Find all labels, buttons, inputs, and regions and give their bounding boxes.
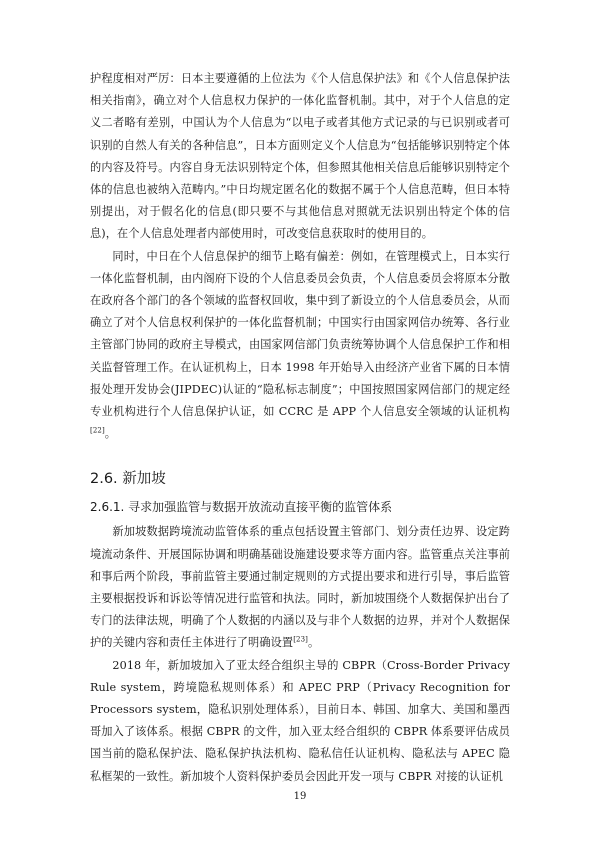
paragraph-singapore-cbpr xyxy=(90,655,510,788)
paragraph-end: 。 xyxy=(104,427,117,441)
paragraph-text: 同时，中日在个人信息保护的细节上略有偏差：例如，在管理模式上，日本实行一体化监督机制，由内阁府下设的个人信息委员会负责，个人信息委员会将原本分散在政府各个部门的各个领域的监督权回收，集中到了新设立的个人信息委员会，从而确立了对个人信息权利保护的一体化监督机制；中国实行由国家网信办统筹、各行业主管部门协同的政府主导模式，由国家网信部门负责统筹协调个人信息保护工作和相关监督管理工作。在认证机构上，日本 1998 年开始导入由经济产业省下属的日本情报处理开发协会(JIPDEC)认证的“隐私标志制度”；中国按照国家网信部门的规定经专业机构进行个人信息保护认证，如 CCRC 是 APP 个人信息安全领域的认证机构 xyxy=(90,249,510,419)
paragraph-text: 2018 年，新加坡加入了亚太经合组织主导的 CBPR（Cross-Border Privacy Rule system，跨境隐私规则体系）和 APEC PRP（Privacy Recognition for Processors system，隐私识别处理体系），目前日本、韩国、加拿大、美国和墨西哥加入了该体系。根据 CBPR 的文件，加入亚太经合组织的 CBPR 体系要评估成员国当前的隐私保护法、隐私保护执法机构、隐私信任认证机构、隐私法与 APEC 隐私框架的一致性。新加坡个人资料保护委员会因此开发一项与 CBPR 对接的认证机 xyxy=(90,658,510,783)
paragraph-japan-definition xyxy=(90,68,510,246)
page-number: 19 xyxy=(293,791,307,802)
section-heading: 2.6. 新加坡 xyxy=(90,471,166,488)
paragraph-singapore-regulation xyxy=(90,521,510,654)
page-body xyxy=(90,68,510,788)
citation-ref-22[interactable]: [22] xyxy=(90,426,105,435)
subsection-heading: 2.6.1. 寻求加强监管与数据开放流动直接平衡的监管体系 xyxy=(90,500,393,515)
paragraph-end: 。 xyxy=(307,636,320,650)
citation-ref-23[interactable]: [23] xyxy=(293,635,308,644)
paragraph-text: 新加坡数据跨境流动监管体系的重点包括设置主管部门、划分责任边界、设定跨境流动条件、开展国际协调和明确基础设施建设要求等方面内容。监管重点关注事前和事后两个阶段，事前监管主要通过制定规则的方式提出要求和进行引导，事后监管主要根据投诉和诉讼等情况进行监管和执法。同时，新加坡围绕个人数据保护出台了专门的法律法规，明确了个人数据的内涵以及与非个人数据的边界，并对个人数据保护的关键内容和责任主体进行了明确设置 xyxy=(90,525,510,650)
paragraph-japan-china-comparison xyxy=(90,246,510,446)
paragraph-text: 护程度相对严厉：日本主要遵循的上位法为《个人信息保护法》和《个人信息保护法相关指南》，确立对个人信息权力保护的一体化监督机制。其中，对于个人信息的定义二者略有差别，中国认为个人信息为“以电子或者其他方式记录的与已识别或者可识别的自然人有关的各种信息”，日本方面则定义个人信息为“包括能够识别特定个体的内容及符号。内容自身无法识别特定个体，但参照其他相关信息后能够识别特定个体的信息也被纳入范畴内。”中日均规定匿名化的数据不属于个人信息范畴，但日本特别提出，对于假名化的信息(即只要不与其他信息对照就无法识别出特定个体的信息)，在个人信息处理者内部使用时，可改变信息获取时的使用目的。 xyxy=(90,72,510,241)
